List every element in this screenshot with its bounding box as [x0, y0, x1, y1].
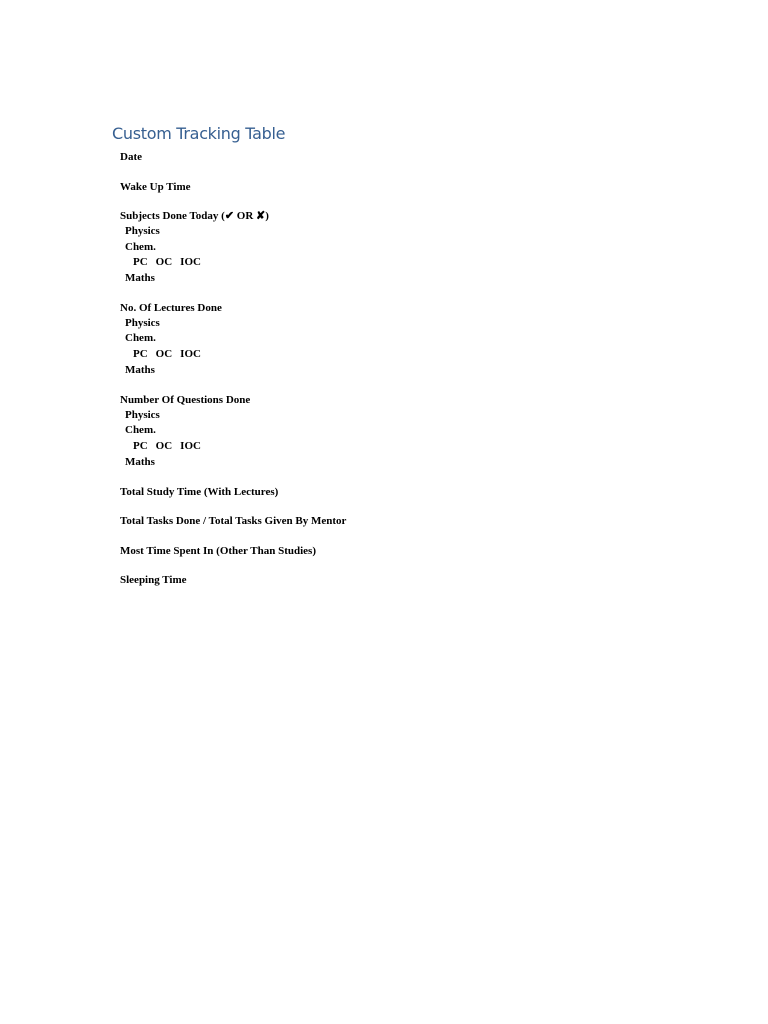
chem-part-pc: PC	[133, 256, 148, 269]
questions-maths-label: Maths	[125, 455, 155, 468]
chem-part-oc: OC	[155, 439, 173, 452]
lectures-chem-label: Chem.	[125, 332, 156, 345]
lectures-done-heading: No. Of Lectures Done	[120, 301, 222, 314]
lectures-chem-parts	[120, 347, 346, 363]
chem-part-oc: OC	[155, 348, 173, 361]
lectures-physics-label: Physics	[125, 316, 160, 329]
chem-part-pc: PC	[133, 348, 148, 361]
total-study-time-section	[120, 484, 346, 500]
subjects-maths-label: Maths	[125, 271, 155, 284]
questions-physics-label: Physics	[125, 408, 160, 421]
chem-part-oc: OC	[155, 256, 173, 269]
chem-part-ioc: IOC	[180, 256, 201, 269]
sleeping-time-label: Sleeping Time	[120, 574, 187, 587]
subjects-done-section	[120, 208, 346, 286]
questions-chem-parts	[120, 439, 346, 455]
chem-part-pc: PC	[133, 439, 148, 452]
chem-part-ioc: IOC	[180, 439, 201, 452]
most-time-spent-label: Most Time Spent In (Other Than Studies)	[120, 544, 317, 557]
document-title: Custom Tracking Table	[112, 124, 286, 143]
date-section	[120, 149, 346, 165]
subjects-chem-parts	[120, 255, 346, 271]
lectures-maths-label: Maths	[125, 363, 155, 376]
questions-done-section	[120, 392, 346, 470]
date-label: Date	[120, 151, 142, 163]
lectures-done-section	[120, 300, 346, 378]
subjects-physics-label: Physics	[125, 225, 160, 237]
tracking-fields	[120, 149, 346, 602]
subjects-done-heading: Subjects Done Today (✔ OR ✘)	[120, 210, 269, 222]
total-study-time-label: Total Study Time (With Lectures)	[120, 485, 279, 498]
most-time-section	[120, 543, 346, 559]
tasks-section	[120, 513, 346, 529]
subjects-chem-label: Chem.	[125, 240, 156, 253]
questions-done-heading: Number Of Questions Done	[120, 393, 251, 406]
questions-chem-label: Chem.	[125, 424, 156, 437]
tasks-done-label: Total Tasks Done / Total Tasks Given By Mentor	[120, 515, 347, 528]
chem-part-ioc: IOC	[180, 348, 201, 361]
wake-up-section	[120, 179, 346, 195]
sleeping-time-section	[120, 572, 346, 588]
wake-up-time-label: Wake Up Time	[120, 180, 191, 193]
